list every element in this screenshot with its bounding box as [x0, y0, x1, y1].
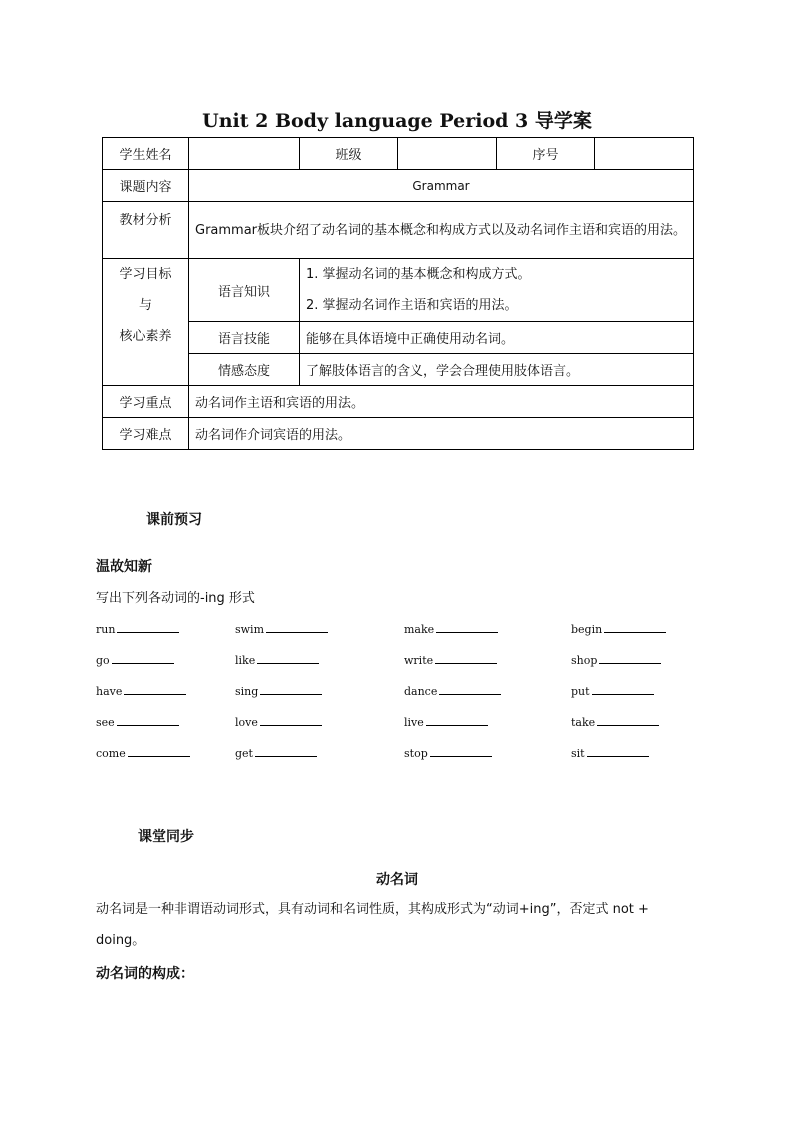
gerund-heading: 动名词 [376, 872, 418, 888]
skills-value: 能够在具体语境中正确使用动名词。 [300, 322, 694, 354]
knowledge-item-1: 1. 掌握动名词的基本概念和构成方式。 [306, 267, 531, 282]
preview-heading: 课前预习 [146, 512, 202, 528]
answer-blank[interactable] [255, 746, 317, 757]
answer-blank[interactable] [112, 653, 174, 664]
answer-blank[interactable] [604, 622, 666, 633]
word-item [571, 746, 649, 760]
answer-blank[interactable] [257, 653, 319, 664]
student-name-label: 学生姓名 [103, 138, 189, 170]
attitude-label: 情感态度 [189, 354, 300, 386]
word-item [96, 684, 186, 698]
class-field[interactable] [398, 138, 497, 170]
word-item [571, 715, 659, 729]
word-label: swim [235, 623, 265, 636]
word-item [96, 653, 174, 667]
gerund-definition-line-1: 动名词是一种非谓语动词形式，具有动词和名词性质，其构成形式为“动词+ing”，否定式 not + [96, 902, 649, 917]
answer-blank[interactable] [435, 653, 497, 664]
answer-blank[interactable] [597, 715, 659, 726]
word-item [571, 684, 654, 698]
answer-blank[interactable] [439, 684, 501, 695]
answer-blank[interactable] [430, 746, 492, 757]
answer-blank[interactable] [260, 715, 322, 726]
word-label: sit [571, 747, 585, 760]
word-item [404, 746, 492, 760]
word-label: dance [404, 685, 438, 698]
goals-label [103, 259, 189, 386]
class-label: 班级 [300, 138, 398, 170]
word-item [235, 653, 319, 667]
answer-blank[interactable] [266, 622, 328, 633]
word-label: have [96, 685, 123, 698]
difficulty-value: 动名词作介词宾语的用法。 [189, 418, 694, 450]
answer-blank[interactable] [592, 684, 654, 695]
knowledge-label: 语言知识 [189, 259, 300, 322]
topic-value: Grammar [189, 170, 694, 202]
word-label: go [96, 654, 110, 667]
answer-blank[interactable] [117, 715, 179, 726]
goals-label-line-3: 核心素养 [119, 329, 172, 344]
word-item [571, 622, 666, 636]
topic-label: 课题内容 [103, 170, 189, 202]
answer-blank[interactable] [436, 622, 498, 633]
review-heading: 温故知新 [96, 559, 152, 575]
formation-heading: 动名词的构成： [96, 966, 194, 982]
word-label: live [404, 716, 424, 729]
analysis-label: 教材分析 [103, 202, 189, 259]
answer-blank[interactable] [128, 746, 190, 757]
seat-label: 序号 [497, 138, 595, 170]
word-label: take [571, 716, 596, 729]
word-item [96, 715, 179, 729]
word-label: begin [571, 623, 603, 636]
word-label: sing [235, 685, 259, 698]
word-item [404, 684, 501, 698]
focus-label: 学习重点 [103, 386, 189, 418]
class-heading: 课堂同步 [138, 829, 194, 845]
gerund-definition-line-2: doing。 [96, 933, 146, 948]
gerund-definition [96, 894, 701, 956]
answer-blank[interactable] [599, 653, 661, 664]
word-label: love [235, 716, 258, 729]
skills-label: 语言技能 [189, 322, 300, 354]
word-label: run [96, 623, 116, 636]
difficulty-label: 学习难点 [103, 418, 189, 450]
word-label: put [571, 685, 590, 698]
word-item [404, 715, 488, 729]
attitude-value: 了解肢体语言的含义，学会合理使用肢体语言。 [300, 354, 694, 386]
word-item [235, 746, 317, 760]
word-label: stop [404, 747, 428, 760]
answer-blank[interactable] [117, 622, 179, 633]
focus-value: 动名词作主语和宾语的用法。 [189, 386, 694, 418]
knowledge-value [300, 259, 694, 322]
word-label: shop [571, 654, 598, 667]
answer-blank[interactable] [587, 746, 649, 757]
word-label: write [404, 654, 434, 667]
analysis-value: Grammar板块介绍了动名词的基本概念和构成方式以及动名词作主语和宾语的用法。 [189, 202, 694, 259]
word-item [96, 622, 179, 636]
word-item [235, 684, 322, 698]
word-item [235, 622, 328, 636]
goals-label-line-1: 学习目标 [119, 267, 172, 282]
word-label: see [96, 716, 115, 729]
word-label: come [96, 747, 126, 760]
page-title: Unit 2 Body language Period 3 导学案 [202, 110, 592, 132]
knowledge-item-2: 2. 掌握动名词作主语和宾语的用法。 [306, 298, 518, 313]
instruction-text: 写出下列各动词的-ing 形式 [96, 591, 255, 606]
goals-label-line-2: 与 [138, 298, 152, 313]
word-item [404, 653, 497, 667]
student-name-field[interactable] [189, 138, 300, 170]
answer-blank[interactable] [260, 684, 322, 695]
seat-field[interactable] [595, 138, 694, 170]
answer-blank[interactable] [124, 684, 186, 695]
answer-blank[interactable] [426, 715, 488, 726]
word-item [404, 622, 498, 636]
word-item [571, 653, 661, 667]
word-item [96, 746, 190, 760]
word-label: make [404, 623, 435, 636]
word-item [235, 715, 322, 729]
word-label: like [235, 654, 256, 667]
info-table [102, 137, 694, 450]
word-label: get [235, 747, 253, 760]
